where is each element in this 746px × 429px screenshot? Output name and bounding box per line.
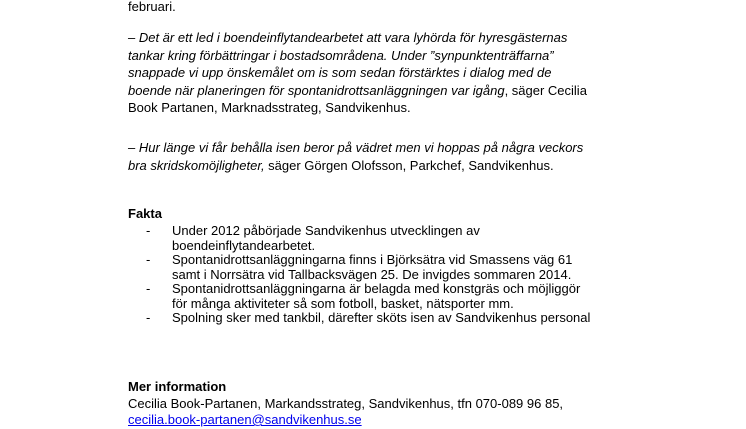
quote1-line-1: – Det är ett led i boendeinflytandearbetet att vara lyhörda för hyresgästernas <box>128 30 568 45</box>
intro-tail <box>128 0 176 16</box>
quote-gorgen <box>128 139 583 174</box>
facts-heading: Fakta <box>128 206 162 221</box>
fact-1-line-2: boendeinflytandearbetet. <box>172 237 316 253</box>
quote-cecilia <box>128 29 587 117</box>
intro-tail-text: februari. <box>128 0 176 14</box>
bullet-dash: - <box>146 281 151 296</box>
list-item <box>128 253 590 282</box>
quote1-attribution-end: Book Partanen, Marknadsstrateg, Sandvikenhus. <box>128 100 411 115</box>
contact-line: Cecilia Book-Partanen, Markandsstrateg, Sandvikenhus, tfn 070-089 96 85, <box>128 396 564 411</box>
quote1-attribution-start: , säger Cecilia <box>504 82 587 98</box>
fact-3-line-2: för många aktiviteter så som fotboll, basket, nätsporter mm. <box>172 295 514 311</box>
email-link[interactable]: cecilia.book-partanen@sandvikenhus.se <box>128 412 362 427</box>
bullet-dash: - <box>146 223 151 238</box>
more-info-heading: Mer information <box>128 379 227 394</box>
quote1-line-2: tankar kring förbättringar i bostadsområdena. Under ”synpunktenträffarna” <box>128 47 554 63</box>
quote2-line-2 <box>128 157 583 175</box>
quote1-line-4-italic: boende när planeringen för spontanidrottsanläggningen var igång <box>128 82 505 98</box>
list-item <box>128 224 590 253</box>
fact-4-line-1: Spolning sker med tankbil, därefter sköts isen av Sandvikenhus personal <box>172 310 591 325</box>
quote2-line-2-italic: bra skridskomöjligheter, <box>128 157 265 173</box>
bullet-dash: - <box>146 310 151 325</box>
quote1-line-4 <box>128 82 587 100</box>
quote2-line-1: – Hur länge vi får behålla isen beror på vädret men vi hoppas på några veckors <box>128 140 584 155</box>
bullet-dash: - <box>146 252 151 267</box>
fact-2-line-1: Spontanidrottsanläggningarna finns i Björksätra vid Smassens väg 61 <box>172 252 573 267</box>
quote1-line-3: snappade vi upp önskemålet om is som sedan förstärktes i dialog med de <box>128 65 552 80</box>
facts-list <box>128 224 590 326</box>
fact-1-line-1: Under 2012 påbörjade Sandvikenhus utvecklingen av <box>172 223 480 238</box>
quote2-attribution: säger Görgen Olofsson, Parkchef, Sandvikenhus. <box>264 157 554 173</box>
fact-2-line-2: samt i Norrsätra vid Tallbacksvägen 25. De invigdes sommaren 2014. <box>172 266 572 282</box>
list-item <box>128 311 590 326</box>
fact-3-line-1: Spontanidrottsanläggningarna är belagda med konstgräs och möjliggör <box>172 281 581 296</box>
list-item <box>128 282 590 311</box>
contact-email-row <box>128 411 362 429</box>
